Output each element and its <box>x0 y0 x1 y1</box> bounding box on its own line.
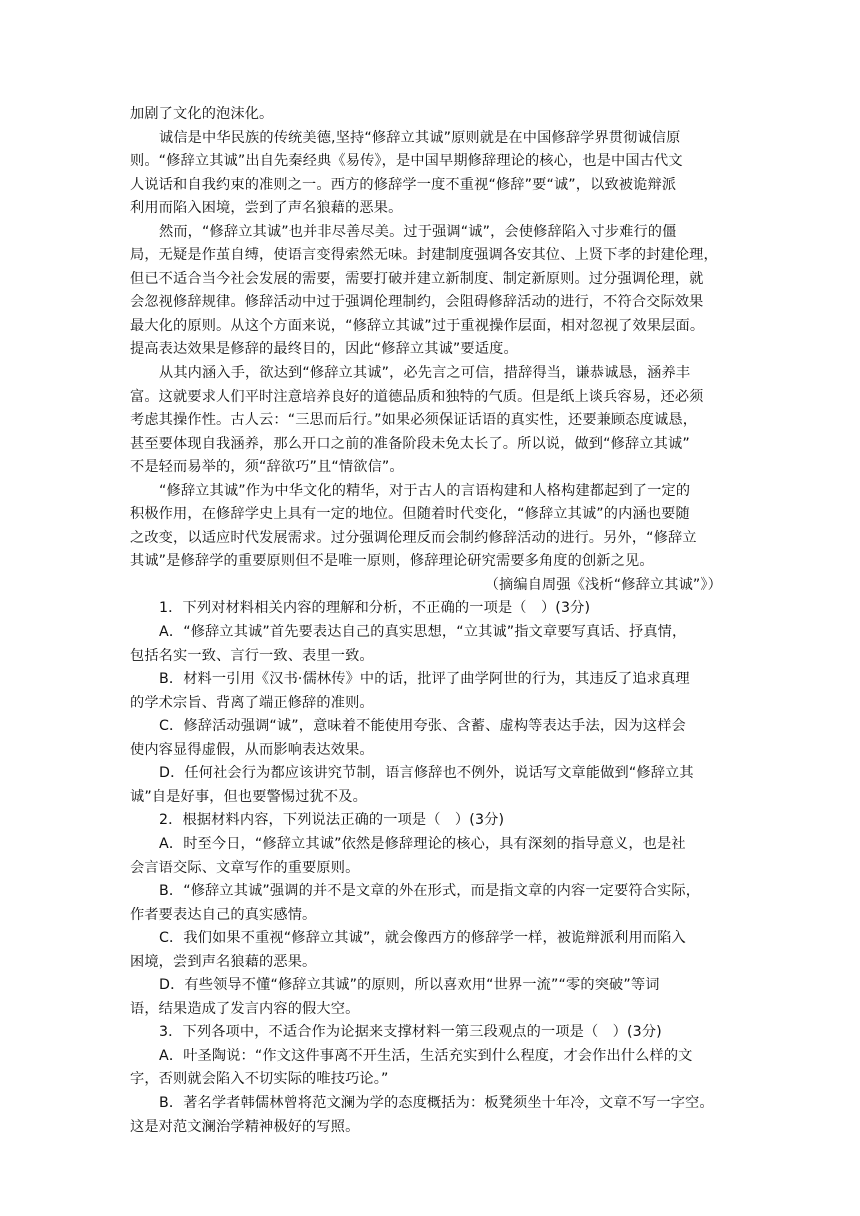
question-line: A．时至今日，“修辞立其诚”依然是修辞理论的核心，具有深刻的指导意义，也是社 <box>159 835 686 852</box>
article-body <box>130 103 730 574</box>
question-line: C．修辞活动强调“诚”，意味着不能使用夸张、含蓄、虚构等表达手法，因为这样会 <box>159 718 686 735</box>
article-line: 加剧了文化的泡沫化。 <box>130 106 274 122</box>
question-line: B．“修辞立其诚”强调的并不是文章的外在形式，而是指文章的内容一定要符合实际， <box>159 883 701 900</box>
question-line: 困境，尝到声名狼藉的恶果。 <box>130 953 317 970</box>
article-line: 最大化的原则。从这个方面来说，“修辞立其诚”过于重视操作层面，相对忽视了效果层面。 <box>130 317 705 334</box>
question-line: 2．根据材料内容，下列说法正确的一项是（ ）(3分) <box>159 812 505 829</box>
article-line: 考虑其操作性。古人云：“三思而后行。”如果必须保证话语的真实性，还要兼顾态度诚恳， <box>130 412 698 429</box>
question-line: 字，否则就会陷入不切实际的唯技巧论。” <box>130 1071 389 1088</box>
question-line: 的学术宗旨、背离了端正修辞的准则。 <box>130 694 374 711</box>
article-line: 提高表达效果是修辞的最终目的，因此“修辞立其诚”要适度。 <box>130 341 518 358</box>
document-page <box>130 103 730 1139</box>
question-line: B．材料一引用《汉书·儒林传》中的话，批评了曲学阿世的行为，其违反了追求真理 <box>159 671 690 688</box>
questions-section <box>130 597 730 1139</box>
article-line: 不是轻而易举的，须“辞欲巧”且“情欲信”。 <box>130 459 404 476</box>
article-line: 甚至要体现自我涵养，那么开口之前的准备阶段未免太长了。所以说，做到“修辞立其诚” <box>130 435 690 452</box>
article-line: 从其内涵入手，欲达到“修辞立其诚”，必先言之可信，措辞得当，谦恭诚恳，涵养丰 <box>159 365 691 382</box>
question-line: 使内容显得虚假，从而影响表达效果。 <box>130 741 374 758</box>
article-line: 其诚”是修辞学的重要原则但不是唯一原则，修辞理论研究需要多角度的创新之见。 <box>130 553 654 570</box>
article-line: 诚信是中华民族的传统美德,坚持“修辞立其诚”原则就是在中国修辞学界贯彻诚信原 <box>159 129 681 146</box>
article-line: 局，无疑是作茧自缚，使语言变得索然无味。封建制度强调各安其位、上贤下孝的封建伦理， <box>130 247 718 264</box>
question-line: 1．下列对材料相关内容的理解和分析，不正确的一项是（ ）(3分) <box>159 600 591 617</box>
article-line: 则。“修辞立其诚”出自先秦经典《易传》，是中国早期修辞理论的核心，也是中国古代文 <box>130 153 683 170</box>
question-line: D．有些领导不懂“修辞立其诚”的原则，所以喜欢用“世界一流”“零的突破”等词 <box>159 977 660 994</box>
question-line: A．“修辞立其诚”首先要表达自己的真实思想，“立其诚”指文章要写真话、抒真情， <box>159 624 687 641</box>
question-line: C．我们如果不重视“修辞立其诚”，就会像西方的修辞学一样，被诡辩派利用而陷入 <box>159 930 686 947</box>
question-line: B．著名学者韩儒林曾将范文澜为学的态度概括为：板凳须坐十年冷，文章不写一字空。 <box>159 1094 714 1111</box>
article-line: 之改变，以适应时代发展需求。过分强调伦理反而会制约修辞活动的进行。另外，“修辞立 <box>130 529 697 546</box>
question-line: 语，结果造成了发言内容的假大空。 <box>130 1000 360 1017</box>
question-line: 包括名实一致、言行一致、表里一致。 <box>130 647 374 664</box>
question-line: 这是对范文澜治学精神极好的写照。 <box>130 1118 360 1135</box>
article-line: 会忽视修辞规律。修辞活动中过于强调伦理制约，会阻碍修辞活动的进行，不符合交际效果 <box>130 294 704 311</box>
article-line: 人说话和自我约束的准则之一。西方的修辞学一度不重视“修辞”要“诚”，以致被诡辩派 <box>130 176 677 193</box>
article-line: 但已不适合当今社会发展的需要，需要打破并建立新制度、制定新原则。过分强调伦理，就 <box>130 270 704 287</box>
article-line: “修辞立其诚”作为中华文化的精华，对于古人的言语构建和人格构建都起到了一定的 <box>159 482 691 499</box>
article-line: 富。这就要求人们平时注意培养良好的道德品质和独特的气质。但是纸上谈兵容易，还必须 <box>130 388 704 405</box>
article-line: 然而，“修辞立其诚”也并非尽善尽美。过于强调“诚”，会使修辞陷入寸步难行的僵 <box>159 223 677 240</box>
question-line: A．叶圣陶说：“作文这件事离不开生活，生活充实到什么程度，才会作出什么样的文 <box>159 1047 693 1064</box>
question-line: 作者要表达自己的真实感情。 <box>130 906 317 923</box>
article-line: 积极作用，在修辞学史上具有一定的地位。但随着时代变化，“修辞立其诚”的内涵也要随 <box>130 506 690 523</box>
question-line: 诚”自是好事，但也要警惕过犹不及。 <box>130 788 367 805</box>
question-line: D．任何社会行为都应该讲究节制，语言修辞也不例外，说话写文章能做到“修辞立其 <box>159 765 694 782</box>
article-source: （摘编自周强《浅析“修辞立其诚”》） <box>484 576 722 593</box>
question-line: 会言语交际、文章写作的重要原则。 <box>130 859 360 876</box>
article-line: 利用而陷入困境，尝到了声名狼藉的恶果。 <box>130 200 403 217</box>
question-line: 3．下列各项中，不适合作为论据来支撑材料一第三段观点的一项是（ ）(3分) <box>159 1024 662 1041</box>
